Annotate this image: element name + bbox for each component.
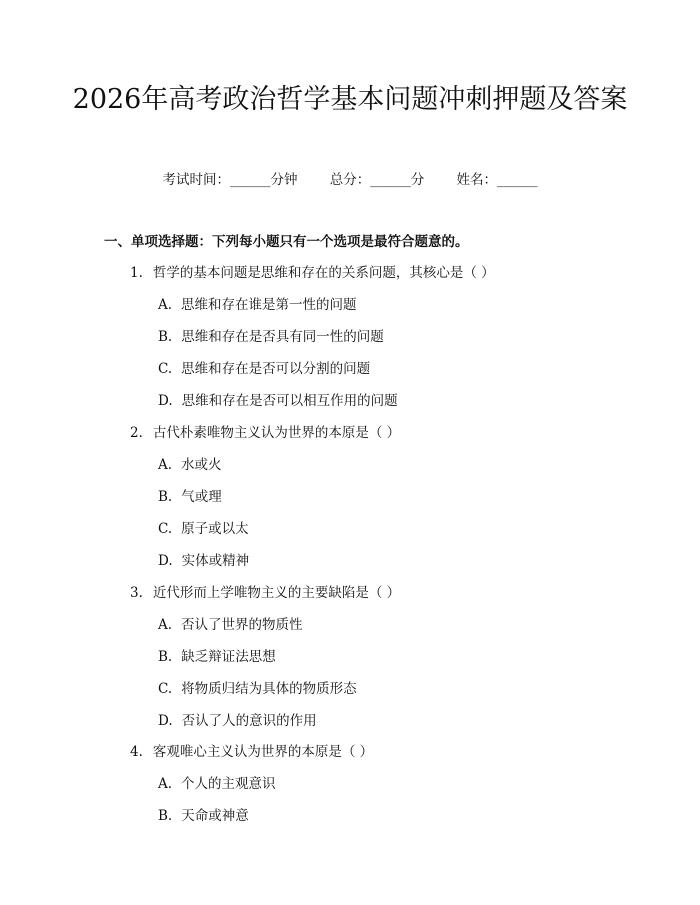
question	[130, 581, 400, 601]
option-letter: D.	[158, 553, 173, 569]
option-letter: A.	[158, 457, 173, 473]
time-unit: 分钟	[270, 172, 298, 188]
option-letter: C.	[158, 521, 173, 537]
option-text: 缺乏辩证法思想	[181, 649, 276, 665]
question-text: 古代朴素唯物主义认为世界的本原是（ ）	[152, 425, 401, 441]
option-letter: D.	[158, 393, 173, 409]
exam-time-field	[162, 172, 297, 188]
question-text: 近代形而上学唯物主义的主要缺陷是（ ）	[152, 585, 401, 601]
option	[158, 549, 249, 569]
option-text: 思维和存在是否具有同一性的问题	[181, 329, 384, 345]
name-field	[457, 172, 538, 188]
page-title: 2026年高考政治哲学基本问题冲刺押题及答案	[72, 84, 628, 115]
option-letter: B.	[158, 489, 173, 505]
option-letter: B.	[158, 329, 173, 345]
option-letter: D.	[158, 713, 173, 729]
question-number: 4.	[130, 744, 143, 760]
option	[158, 772, 276, 792]
option	[158, 293, 357, 313]
option-text: 否认了世界的物质性	[181, 617, 303, 633]
option-text: 原子或以太	[181, 521, 249, 537]
question	[130, 421, 400, 441]
option	[158, 453, 222, 473]
option-letter: A.	[158, 617, 173, 633]
option-text: 实体或精神	[181, 553, 250, 569]
option-letter: A.	[158, 776, 173, 792]
option-text: 否认了人的意识的作用	[181, 713, 317, 729]
total-score-field	[330, 172, 425, 188]
score-unit: 分	[410, 172, 425, 188]
option-text: 思维和存在是否可以分割的问题	[181, 361, 371, 377]
option-text: 气或理	[181, 489, 222, 505]
option	[158, 709, 317, 729]
option-text: 水或火	[181, 457, 222, 473]
option	[158, 677, 357, 697]
score-label: 总分：	[329, 172, 371, 188]
option-letter: B.	[158, 649, 173, 665]
option	[158, 645, 276, 665]
time-blank: ______	[229, 172, 271, 188]
time-label: 考试时间：	[162, 172, 230, 188]
option-text: 天命或神意	[181, 808, 249, 824]
option-text: 将物质归结为具体的物质形态	[181, 681, 357, 697]
question-number: 3.	[130, 585, 143, 601]
question-number: 1.	[130, 265, 143, 281]
option	[158, 804, 249, 824]
score-blank: ______	[370, 172, 411, 188]
option-letter: A.	[158, 297, 173, 313]
question-text: 客观唯心主义认为世界的本原是（ ）	[152, 744, 374, 760]
exam-meta-line	[0, 168, 700, 188]
option	[158, 389, 398, 409]
option-letter: C.	[158, 361, 173, 377]
option-text: 思维和存在谁是第一性的问题	[181, 297, 357, 313]
option-letter: C.	[158, 681, 173, 697]
option	[158, 613, 303, 633]
question	[130, 261, 495, 281]
option	[158, 485, 222, 505]
option-letter: B.	[158, 808, 173, 824]
name-label: 姓名：	[456, 172, 498, 188]
option	[158, 357, 370, 377]
question	[130, 740, 373, 760]
option-text: 思维和存在是否可以相互作用的问题	[181, 393, 398, 409]
option	[158, 517, 249, 537]
option	[158, 325, 384, 345]
section-heading: 一、单项选择题：下列每小题只有一个选项是最符合题意的。	[104, 234, 469, 250]
question-text: 哲学的基本问题是思维和存在的关系问题，其核心是（ ）	[152, 265, 495, 281]
question-number: 2.	[130, 425, 143, 441]
option-text: 个人的主观意识	[181, 776, 276, 792]
name-blank: ______	[497, 172, 538, 188]
